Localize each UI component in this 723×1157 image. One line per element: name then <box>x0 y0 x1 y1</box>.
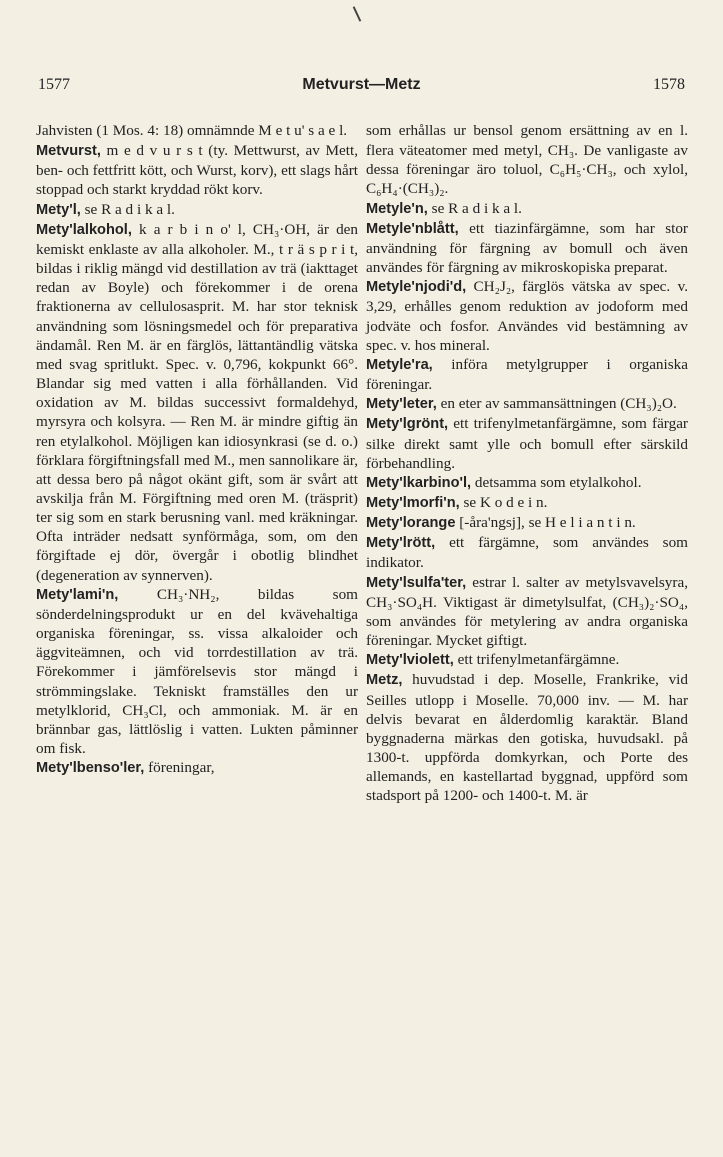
entry-text: en eter av sammansättningen (CH₃)₂O. <box>436 395 677 413</box>
entry <box>36 220 358 585</box>
headword: Mety'lalkohol, <box>36 221 132 238</box>
entry-text: föreningar, <box>144 759 215 777</box>
headword: Mety'lami'n, <box>36 586 119 603</box>
headword: Mety'lgrönt, <box>366 416 449 433</box>
entry <box>366 219 688 277</box>
headword: Mety'l, <box>36 201 81 218</box>
entry-text: se R a d i k a l. <box>427 199 522 217</box>
entry-text: m e d v u r s t (ty. Mettwurst, av Mett, ben- och fettfritt kött, och Wurst, korv), ett slags hårt stoppad och starkt kryddad rökt korv. <box>36 142 358 199</box>
entry <box>366 394 688 414</box>
page-number-left: 1577 <box>38 76 70 93</box>
scan-mark <box>353 6 362 21</box>
headword: Metz, <box>366 672 403 689</box>
entry <box>366 513 688 533</box>
entry <box>366 670 688 805</box>
entry <box>366 573 688 651</box>
headword: Mety'lmorfi'n, <box>366 494 460 511</box>
headword: Metyle'ra, <box>366 356 433 373</box>
entry-text: CH₃·NH₂, bildas som sönderdelningsprodukt ur en del kvävehaltiga organiska föreningar, ss. vissa alkaloider och äggviteämnen, och vid torrdestillation av trä. Förekommer i jämförelsevis stor mängd i strömmingslake. Tekniskt framställes den ur metylklorid, CH₃Cl, och ammoniak. M. är en brännbar gas, lättlöslig i vatten. Lukten påminner om fisk. <box>36 585 358 757</box>
headword: Mety'lviolett, <box>366 652 454 669</box>
entry-text: se R a d i k a l. <box>80 200 175 218</box>
headword: Mety'lrött, <box>366 535 436 552</box>
entry-text: detsamma som etylalkohol. <box>471 473 642 491</box>
entry <box>36 141 358 199</box>
entry-text: k a r b i n o' l, CH₃·OH, är den kemiskt enklaste av alla alkoholer. M., t r ä s p r i t, bildas i riklig mängd vid destillation av trä (iakttaget redan av Boyle) och förekommer i de orena fraktionerna av cellulosasprit. M. har stor teknisk användning som lösningsmedel och för preparativa ändamål. Ren M. är en färglös, lättantändlig vätska med svag spritlukt. Spec. v. 0,796, kokpunkt 66°. Blandar sig med vatten i alla förhållanden. Vid oxidation av M. bildas successivt formaldehyd, myrsyra och kolsyra. — Ren M. är mindre giftig än ren etylalkohol. Möjligen kan idiosynkrasi (se d. o.) förklara förgiftningsfall med M., men sannolikare är, att dessa bero på något okänt gift, som är svårt att avskilja från M. Förgiftning med oren M. (träsprit) ter sig som en stark berusning vanl. med kräkningar. Ofta inträder nedsatt synförmåga, som, om den förgiftade ej dör, övergår i obotlig blindhet (degeneration av synnerven). <box>36 220 358 584</box>
headword: Mety'lbenso'ler, <box>36 760 145 777</box>
headword: Mety'lorange <box>366 515 456 532</box>
entry <box>366 533 688 572</box>
entry <box>366 414 688 472</box>
headword: Metyle'nblått, <box>366 220 459 237</box>
right-column <box>366 121 688 805</box>
headword: Metyle'n, <box>366 200 428 217</box>
entry-text: CH₂J₂, färglös vätska av spec. v. 3,29, erhålles genom reduktion av jodoform med jodväte och fosfor. Användes vid bestämning av spec. v. hos mineral. <box>366 278 688 354</box>
entry-text: se K o d e i n. <box>459 493 548 511</box>
headword: Metyle'njodi'd, <box>366 279 467 296</box>
entry <box>366 121 688 199</box>
entry <box>366 493 688 513</box>
headword: Mety'leter, <box>366 396 437 413</box>
entry-text: ett tiazinfärgämne, som har stor användning för färgning av bomull och även användes för färgning av mikroskopiska preparat. <box>366 219 688 277</box>
entry <box>36 200 358 220</box>
entry <box>366 650 688 670</box>
entry-text: estrar l. salter av metylsvavelsyra, CH₃·SO₄H. Viktigast är dimetylsulfat, (CH₃)₂·SO₄, som användes för metylering av andra organiska föreningar. Mycket giftigt. <box>366 573 688 650</box>
entry <box>36 758 358 778</box>
page-number-right: 1578 <box>653 76 685 93</box>
entry <box>366 355 688 394</box>
entry <box>36 585 358 758</box>
entry-text: [-åra'ngsj], se H e l i a n t i n. <box>455 514 636 532</box>
page-header <box>38 76 685 100</box>
entry-text: ett färgämne, som användes som indikator. <box>366 534 688 572</box>
entry-text: som erhållas ur bensol genom ersättning av en l. flera väteatomer med metyl, CH₃. De vanligaste av dessa föreningar äro toluol, C₆H₅·CH₃, och xylol, C₆H₄·(CH₃)₂. <box>366 122 688 198</box>
running-title: Metvurst—Metz <box>302 76 421 93</box>
entry <box>36 121 358 141</box>
entry-text: ett trifenylmetanfärgämne. <box>453 651 620 669</box>
entry <box>366 473 688 493</box>
headword: Metvurst, <box>36 143 101 160</box>
entry-text: införa metylgrupper i organiska föreningar. <box>366 355 688 394</box>
entry-text: ett trifenylmetanfärgämne, som färgar silke direkt samt ylle och bomull efter särskild förbehandling. <box>366 415 688 472</box>
left-column <box>36 121 358 778</box>
entry-text: huvudstad i dep. Moselle, Frankrike, vid Seilles utlopp i Moselle. 70,000 inv. — M. har delvis bevarat en ålderdomlig karaktär. Bland byggnaderna märkas den gotiska, huvudsakl. på 1300-t. uppförda domkyrkan, och Porte des allemands, en kastellartad byggnad, uppförd som stadsport på 1200- och 1400-t. M. är <box>366 671 688 805</box>
headword: Mety'lkarbino'l, <box>366 474 472 491</box>
headword: Mety'lsulfa'ter, <box>366 574 467 591</box>
entry-text: Jahvisten (1 Mos. 4: 18) omnämnde M e t u' s a e l. <box>36 122 348 139</box>
entry <box>366 277 688 355</box>
entry <box>366 199 688 219</box>
